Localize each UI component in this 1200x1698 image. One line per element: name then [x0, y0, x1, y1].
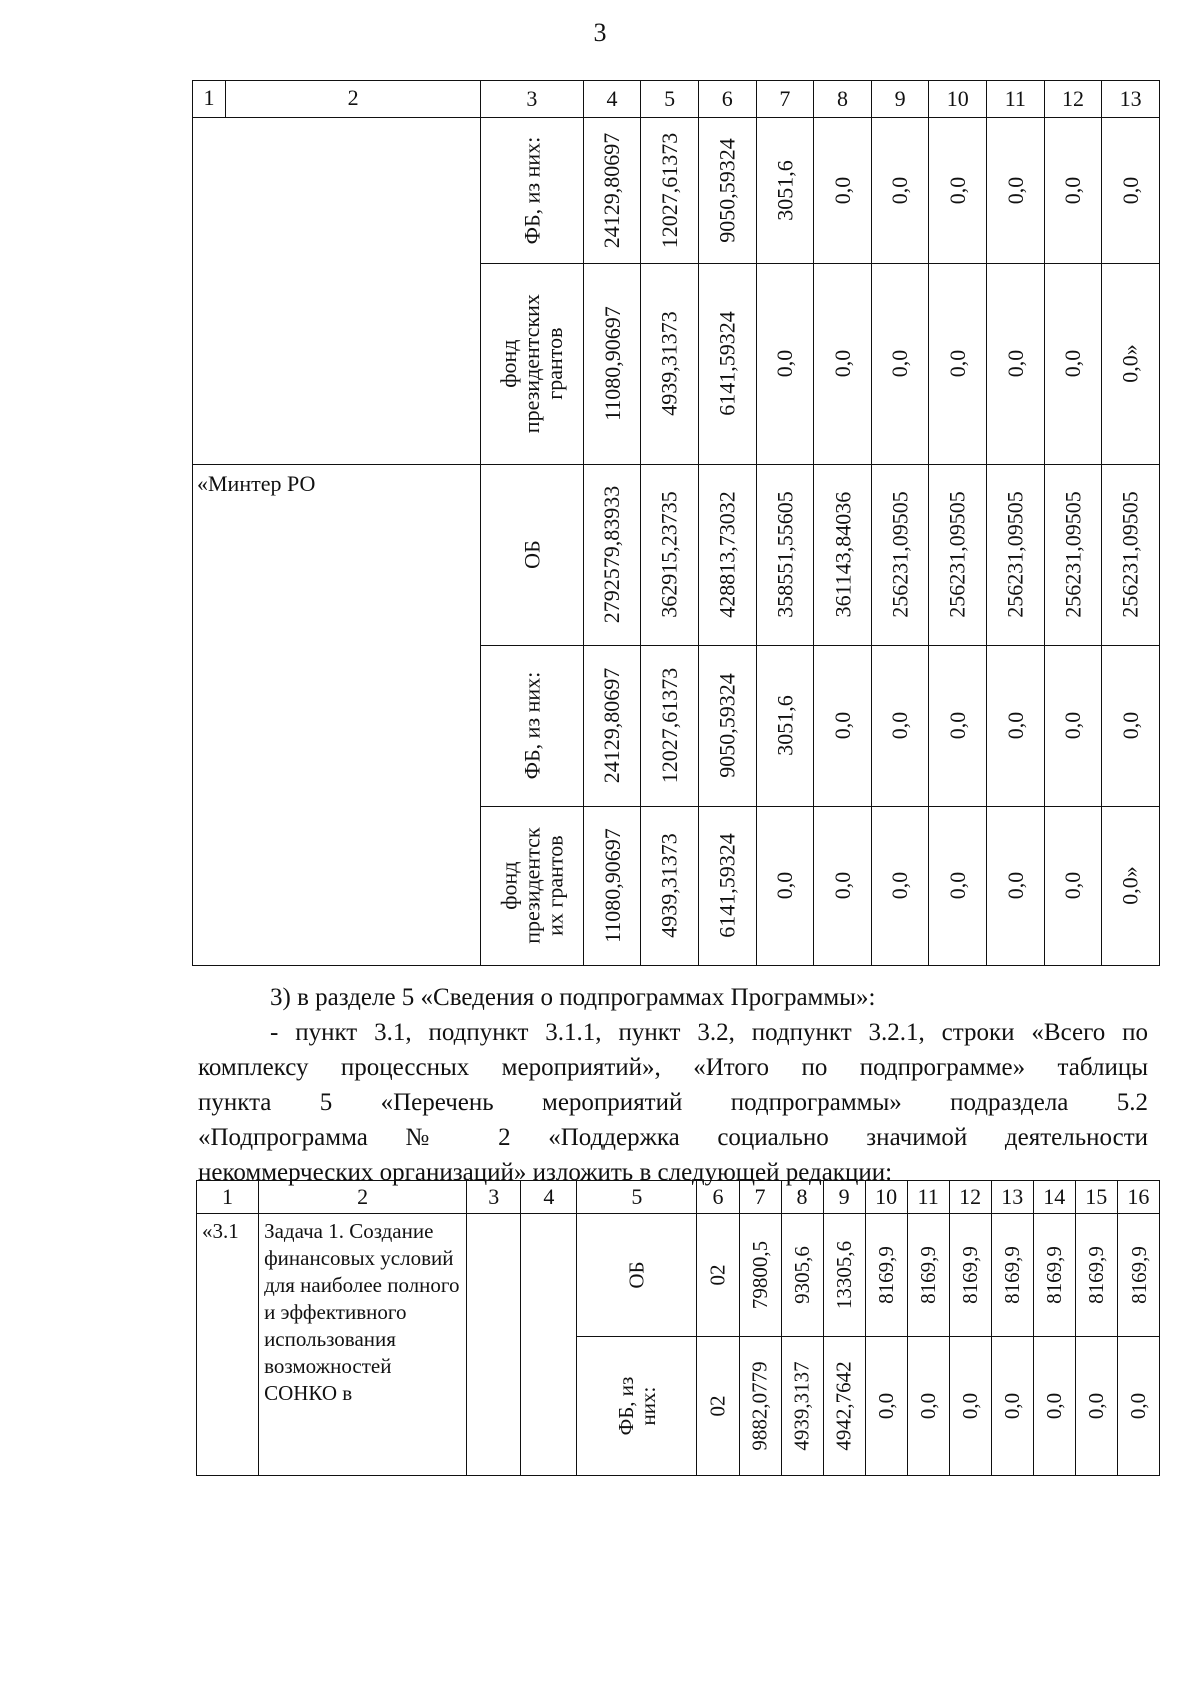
- header-cell: 1: [197, 1181, 259, 1214]
- value-cell: 11080,90697: [583, 264, 641, 465]
- value-cell: 0,0: [756, 807, 814, 966]
- header-cell: 9: [823, 1181, 865, 1214]
- table-header-row: [197, 1181, 1160, 1214]
- value-cell: 0,0: [1033, 1337, 1075, 1476]
- header-cell: 11: [987, 81, 1045, 118]
- code-cell: 02: [697, 1214, 739, 1337]
- code-cell: 02: [697, 1337, 739, 1476]
- value-cell: 0,0: [991, 1337, 1033, 1476]
- value-cell: 256231,09505: [1044, 465, 1102, 646]
- value-cell: 0,0: [949, 1337, 991, 1476]
- value-cell: 0,0: [814, 118, 872, 264]
- header-cell: 5: [577, 1181, 697, 1214]
- value-cell: 0,0: [814, 646, 872, 807]
- row-label: фонд президентск их грантов: [481, 807, 583, 966]
- value-cell: 8169,9: [949, 1214, 991, 1337]
- value-cell: 3051,6: [756, 646, 814, 807]
- header-cell: 7: [756, 81, 814, 118]
- empty-cell: [467, 1214, 521, 1476]
- header-cell: 3: [481, 81, 583, 118]
- value-cell: 12027,61373: [641, 646, 699, 807]
- value-cell: 0,0»: [1102, 264, 1160, 465]
- value-cell: 6141,59324: [698, 807, 756, 966]
- value-cell: 8169,9: [1033, 1214, 1075, 1337]
- task-description: Задача 1. Создание финансовых условий для наиболее полного и эффективного использования возможностей СОНКО в: [259, 1214, 467, 1476]
- value-cell: 256231,09505: [871, 465, 929, 646]
- value-cell: 0,0: [987, 118, 1045, 264]
- header-cell: 12: [949, 1181, 991, 1214]
- header-cell: 12: [1044, 81, 1102, 118]
- financing-table-2: [196, 1180, 1160, 1476]
- header-cell: 5: [641, 81, 699, 118]
- header-cell: 7: [739, 1181, 781, 1214]
- value-cell: 0,0: [1044, 264, 1102, 465]
- name-cell: «Минтер РО: [193, 465, 481, 966]
- header-cell: 15: [1075, 1181, 1117, 1214]
- value-cell: 13305,6: [823, 1214, 865, 1337]
- value-cell: 0,0: [871, 118, 929, 264]
- value-cell: 358551,55605: [756, 465, 814, 646]
- value-cell: 8169,9: [991, 1214, 1033, 1337]
- value-cell: 0,0: [929, 807, 987, 966]
- name-cell-blank: [193, 118, 481, 465]
- value-cell: 256231,09505: [1102, 465, 1160, 646]
- value-cell: 0,0: [987, 807, 1045, 966]
- value-cell: 0,0: [987, 264, 1045, 465]
- paragraph-line: 3) в разделе 5 «Сведения о подпрограммах Программы»:: [270, 984, 876, 1011]
- item-number: «3.1: [197, 1214, 259, 1476]
- paragraph-line: «Подпрограмма № 2 «Поддержка социально значимой деятельности: [198, 1124, 1148, 1151]
- value-cell: 8169,9: [907, 1214, 949, 1337]
- empty-cell: [521, 1214, 577, 1476]
- header-cell: 2: [259, 1181, 467, 1214]
- header-cell: 10: [929, 81, 987, 118]
- value-cell: 0,0: [871, 807, 929, 966]
- value-cell: 0,0: [756, 264, 814, 465]
- row-label: ФБ, из них:: [577, 1337, 697, 1476]
- value-cell: 0,0: [929, 264, 987, 465]
- value-cell: 8169,9: [1117, 1214, 1159, 1337]
- header-cell: 6: [698, 81, 756, 118]
- amendment-paragraph: [198, 980, 1148, 1190]
- financing-table-1: [192, 80, 1160, 966]
- value-cell: 256231,09505: [929, 465, 987, 646]
- value-cell: 0,0: [929, 646, 987, 807]
- table-row: [193, 465, 1160, 646]
- header-cell: 13: [991, 1181, 1033, 1214]
- value-cell: 12027,61373: [641, 118, 699, 264]
- value-cell: 0,0: [1044, 646, 1102, 807]
- row-label: ОБ: [577, 1214, 697, 1337]
- header-cell: 10: [865, 1181, 907, 1214]
- value-cell: 2792579,83933: [583, 465, 641, 646]
- value-cell: 362915,23735: [641, 465, 699, 646]
- header-cell: 14: [1033, 1181, 1075, 1214]
- paragraph-line: некоммерческих организаций» изложить в следующей редакции:: [198, 1159, 893, 1186]
- header-cell: 2: [347, 85, 359, 110]
- value-cell: 24129,80697: [583, 118, 641, 264]
- value-cell: 9882,0779: [739, 1337, 781, 1476]
- value-cell: 8169,9: [1075, 1214, 1117, 1337]
- header-cell: 11: [907, 1181, 949, 1214]
- header-cell: 4: [521, 1181, 577, 1214]
- value-cell: 0,0: [929, 118, 987, 264]
- value-cell: 4939,31373: [641, 264, 699, 465]
- value-cell: 0,0»: [1102, 807, 1160, 966]
- value-cell: 0,0: [907, 1337, 949, 1476]
- header-cell: 3: [467, 1181, 521, 1214]
- header-cell: 4: [583, 81, 641, 118]
- paragraph-line: пункта 5 «Перечень мероприятий подпрограммы» подраздела 5.2: [198, 1089, 1148, 1116]
- value-cell: 428813,73032: [698, 465, 756, 646]
- page-number: 3: [593, 18, 607, 47]
- value-cell: 0,0: [1102, 646, 1160, 807]
- value-cell: 0,0: [1044, 118, 1102, 264]
- header-cell: 8: [814, 81, 872, 118]
- value-cell: 9305,6: [781, 1214, 823, 1337]
- table-header-row: [193, 81, 1160, 118]
- value-cell: 3051,6: [756, 118, 814, 264]
- value-cell: 6141,59324: [698, 264, 756, 465]
- value-cell: 8169,9: [865, 1214, 907, 1337]
- paragraph-line: - пункт 3.1, подпункт 3.1.1, пункт 3.2, подпункт 3.2.1, строки «Всего по: [270, 1019, 1148, 1046]
- paragraph-line: комплексу процессных мероприятий», «Итого по подпрограмме» таблицы: [198, 1054, 1148, 1081]
- value-cell: 4939,31373: [641, 807, 699, 966]
- value-cell: 11080,90697: [583, 807, 641, 966]
- value-cell: 0,0: [865, 1337, 907, 1476]
- table-row: [193, 118, 1160, 264]
- value-cell: 9050,59324: [698, 646, 756, 807]
- value-cell: 4942,7642: [823, 1337, 865, 1476]
- value-cell: 4939,3137: [781, 1337, 823, 1476]
- header-cell: 13: [1102, 81, 1160, 118]
- value-cell: 24129,80697: [583, 646, 641, 807]
- value-cell: 79800,5: [739, 1214, 781, 1337]
- row-label: ОБ: [481, 465, 583, 646]
- value-cell: 256231,09505: [987, 465, 1045, 646]
- row-label: фонд президентских грантов: [481, 264, 583, 465]
- header-cell: 8: [781, 1181, 823, 1214]
- header-cell: 6: [697, 1181, 739, 1214]
- row-label: ФБ, из них:: [481, 646, 583, 807]
- value-cell: 361143,84036: [814, 465, 872, 646]
- value-cell: 0,0: [871, 264, 929, 465]
- value-cell: 9050,59324: [698, 118, 756, 264]
- header-cell: 9: [871, 81, 929, 118]
- value-cell: 0,0: [1075, 1337, 1117, 1476]
- value-cell: 0,0: [1044, 807, 1102, 966]
- value-cell: 0,0: [871, 646, 929, 807]
- value-cell: 0,0: [1102, 118, 1160, 264]
- value-cell: 0,0: [987, 646, 1045, 807]
- value-cell: 0,0: [814, 807, 872, 966]
- value-cell: 0,0: [814, 264, 872, 465]
- row-label: ФБ, из них:: [481, 118, 583, 264]
- header-cell: 16: [1117, 1181, 1159, 1214]
- value-cell: 0,0: [1117, 1337, 1159, 1476]
- header-cell: 1: [193, 81, 226, 117]
- table-row: [197, 1214, 1160, 1337]
